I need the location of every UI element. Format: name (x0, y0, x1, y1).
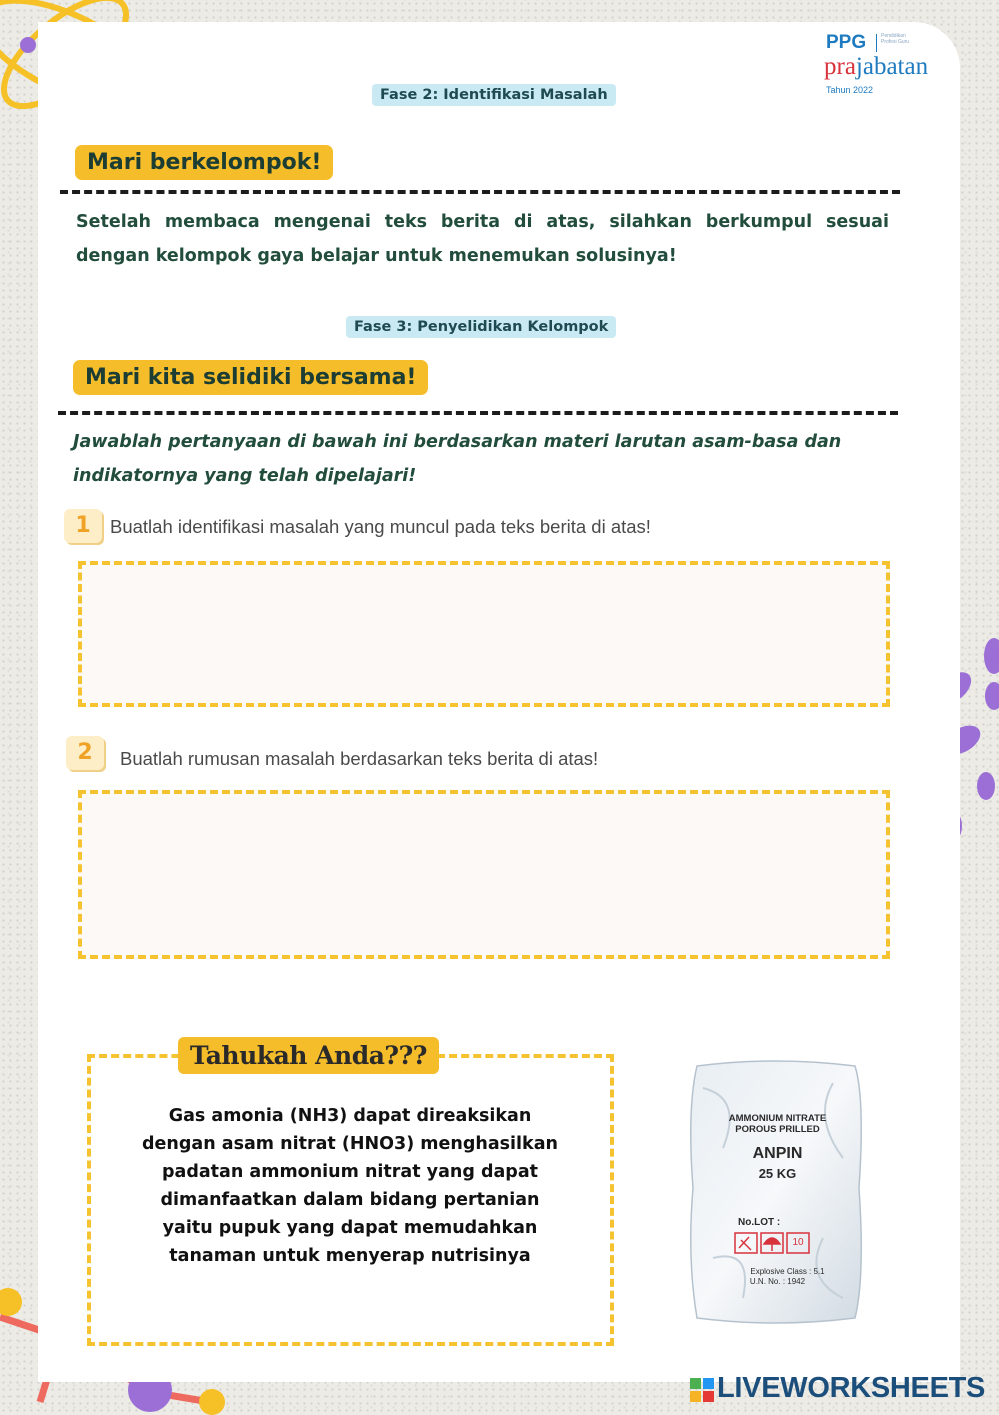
prajabatan-logo (824, 53, 928, 81)
question-1-number: 1 (64, 509, 102, 543)
liveworksheets-logo-icon (690, 1378, 714, 1402)
sack-line2: POROUS PRILLED (735, 1124, 820, 1135)
question-2-text: Buatlah rumusan masalah berdasarkan teks berita di atas! (120, 748, 599, 769)
sack-weight: 25 KG (758, 1166, 797, 1181)
sack-brand: ANPIN (752, 1145, 803, 1162)
sack-class: Explosive Class : 5.1 (750, 1267, 825, 1276)
info-text: Gas amonia (NH3) dapat direaksikan dengan asam nitrat (HNO3) menghasilkan padatan ammonium nitrat yang dapat dimanfaatkan dalam bidang pertanian yaitu pupuk yang dapat memudahkan tanaman untuk menyerap nutrisinya (142, 1106, 558, 1266)
phase2-text: Setelah membaca mengenai teks berita di atas, silahkan berkumpul sesuai dengan kelompok gaya belajar untuk menemukan solusinya! (76, 212, 889, 266)
sack-un: U.N. No. : 1942 (749, 1277, 806, 1286)
sack-lot: No.LOT : (738, 1217, 781, 1228)
phase3-instruction: Jawablah pertanyaan di bawah ini berdasarkan materi larutan asam-basa dan indikatornya yang telah dipelajari! (73, 432, 842, 486)
phase2-label: Fase 2: Identifikasi Masalah (372, 84, 616, 106)
phase3-label: Fase 3: Penyelidikan Kelompok (346, 316, 616, 338)
logo-year: Tahun 2022 (826, 85, 874, 95)
sack-hazard-number: 10 (792, 1237, 804, 1248)
ppg-logo-divider (876, 34, 877, 52)
question-2-number: 2 (66, 736, 104, 770)
phase2-divider (60, 190, 900, 194)
info-title: Tahukah Anda??? (178, 1037, 439, 1074)
phase2-title: Mari berkelompok! (75, 145, 333, 180)
fertilizer-sack-image (683, 1058, 868, 1328)
answer-1-input[interactable] (78, 561, 890, 707)
prajabatan-logo-pra: pra (824, 53, 856, 80)
phase3-divider (58, 411, 898, 415)
ppg-logo-subtitle: Pendidikan Profesi Guru (881, 33, 910, 45)
question-1-text: Buatlah identifikasi masalah yang muncul pada teks berita di atas! (110, 516, 651, 537)
ppg-logo-text: PPG (826, 32, 867, 53)
answer-2-input[interactable] (78, 790, 890, 959)
prajabatan-logo-jabatan: jabatan (855, 53, 929, 80)
phase3-title: Mari kita selidiki bersama! (73, 360, 428, 395)
liveworksheets-wordmark: LIVEWORKSHEETS (717, 1372, 986, 1404)
sack-line1: AMMONIUM NITRATE (728, 1113, 827, 1124)
